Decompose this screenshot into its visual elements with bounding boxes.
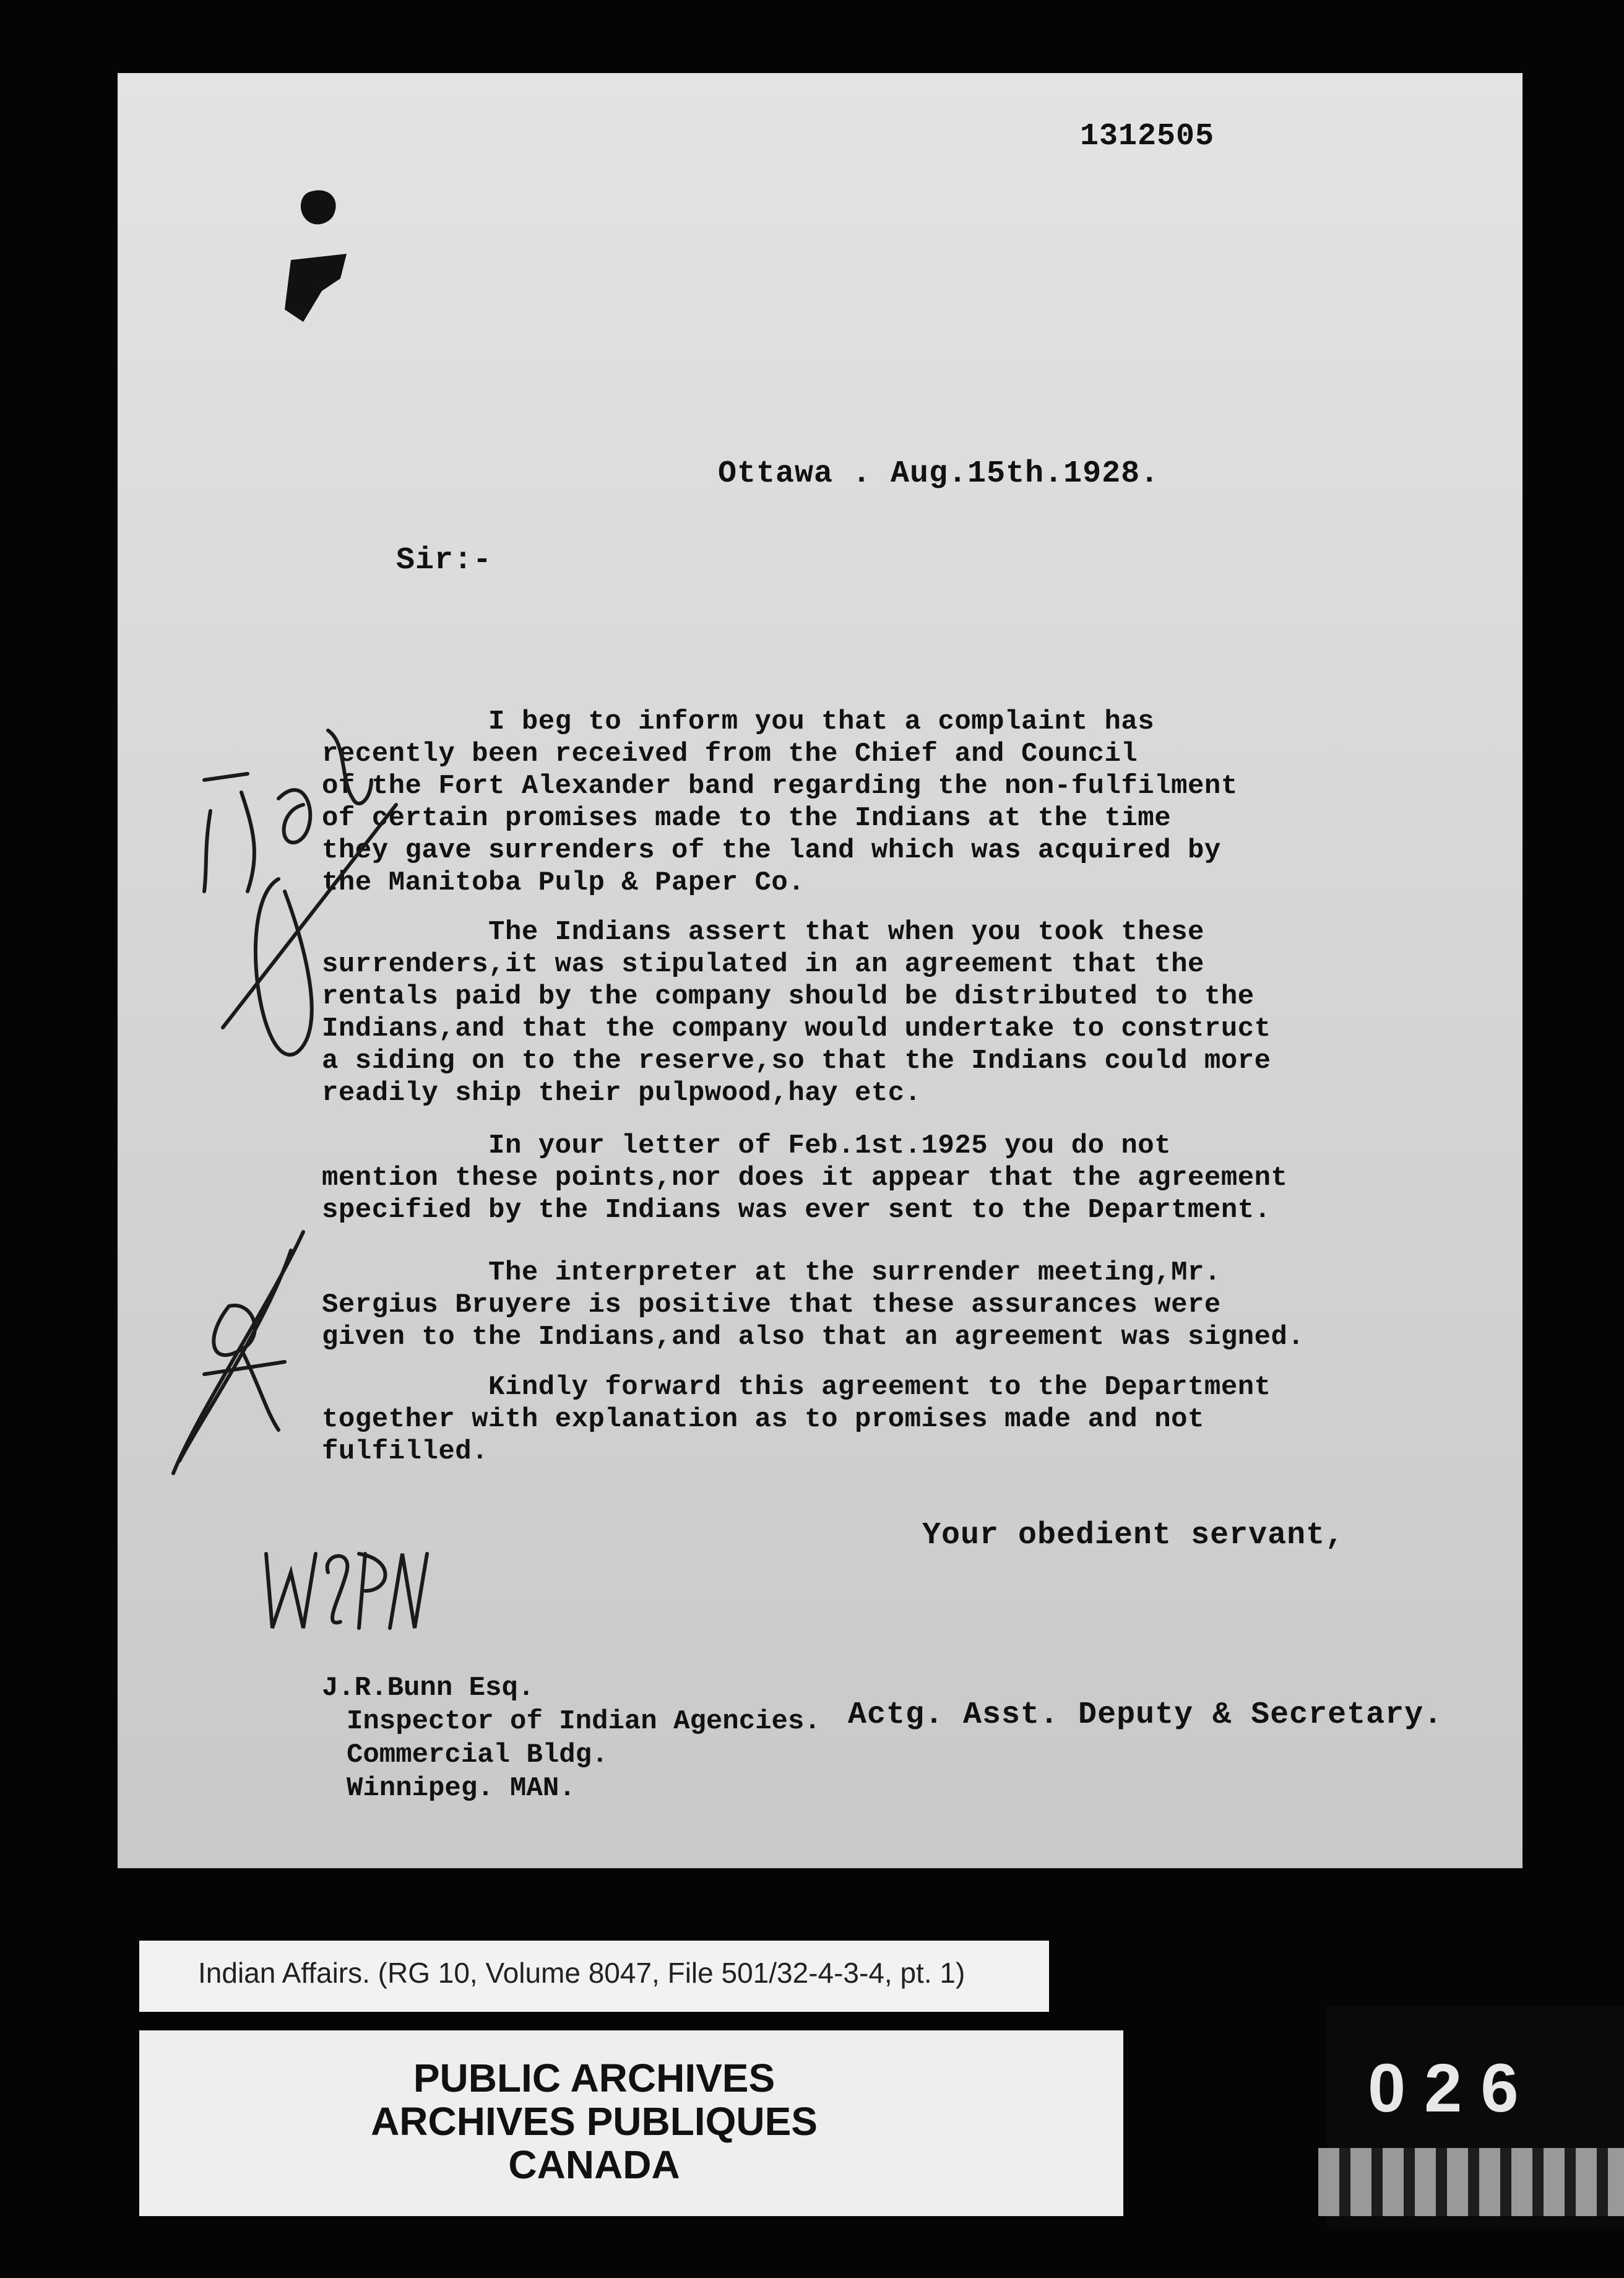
ink-blot xyxy=(272,186,371,347)
paragraph-line: of certain promises made to the Indians at the time xyxy=(322,803,1172,834)
paragraph-line: readily ship their pulpwood,hay etc. xyxy=(322,1078,922,1109)
archive-stamp-card xyxy=(139,2030,1123,2216)
paragraph-line: In your letter of Feb.1st.1925 you do not xyxy=(322,1130,1172,1161)
handwritten-initials-2 xyxy=(161,1226,322,1486)
paragraph-3 xyxy=(322,1130,1535,1226)
paragraph-5 xyxy=(322,1371,1535,1468)
paragraph-line: I beg to inform you that a complaint has xyxy=(322,706,1155,737)
paragraph-line: they gave surrenders of the land which was acquired by xyxy=(322,835,1221,866)
paragraph-line: mention these points,nor does it appear that the agreement xyxy=(322,1163,1288,1193)
closing: Your obedient servant, xyxy=(922,1518,1345,1553)
paragraph-line: surrenders,it was stipulated in an agreement that the xyxy=(322,949,1204,980)
address-line: Winnipeg. MAN. xyxy=(347,1773,576,1804)
address-line: Commercial Bldg. xyxy=(347,1739,608,1770)
paragraph-2 xyxy=(322,916,1535,1109)
paragraph-line: fulfilled. xyxy=(322,1436,489,1467)
paragraph-4 xyxy=(322,1257,1535,1353)
address-line: J.R.Bunn Esq. xyxy=(322,1673,535,1704)
paragraph-line: a siding on to the reserve,so that the Indians could more xyxy=(322,1046,1271,1076)
paragraph-line: rentals paid by the company should be distributed to the xyxy=(322,981,1255,1012)
archive-stamp-line: ARCHIVES PUBLIQUES xyxy=(371,2099,818,2144)
archive-reference: Indian Affairs. (RG 10, Volume 8047, File 501/32-4-3-4, pt. 1) xyxy=(198,1957,965,1989)
handwritten-initials-3 xyxy=(254,1517,439,1640)
paragraph-line: recently been received from the Chief and Council xyxy=(322,738,1138,769)
signature-title: Actg. Asst. Deputy & Secretary. xyxy=(848,1697,1443,1733)
paragraph-line: The Indians assert that when you took these xyxy=(322,917,1204,948)
paragraph-line: The interpreter at the surrender meeting,Mr. xyxy=(322,1257,1221,1288)
archive-stamp-line: CANADA xyxy=(508,2142,680,2187)
dateline: Ottawa . Aug.15th.1928. xyxy=(718,456,1160,492)
film-sprocket-strip xyxy=(1318,2148,1624,2216)
paragraph-1 xyxy=(322,706,1535,899)
paragraph-line: together with explanation as to promises made and not xyxy=(322,1404,1204,1435)
paragraph-line: Kindly forward this agreement to the Department xyxy=(322,1372,1271,1403)
paragraph-line: Sergius Bruyere is positive that these assurances were xyxy=(322,1289,1221,1320)
recipient-address xyxy=(235,1671,821,1805)
salutation: Sir:- xyxy=(396,543,493,578)
archive-stamp-line: PUBLIC ARCHIVES xyxy=(413,2056,775,2100)
paragraph-line: given to the Indians,and also that an agreement was signed. xyxy=(322,1322,1305,1353)
handwritten-initials-1 xyxy=(186,706,408,1089)
frame-number: 026 xyxy=(1368,2050,1537,2126)
paragraph-line: of the Fort Alexander band regarding the non-fulfilment xyxy=(322,771,1238,802)
document-number: 1312505 xyxy=(1080,119,1215,154)
address-line: Inspector of Indian Agencies. xyxy=(347,1706,821,1737)
paragraph-line: Indians,and that the company would undertake to construct xyxy=(322,1013,1271,1044)
paragraph-line: the Manitoba Pulp & Paper Co. xyxy=(322,867,805,898)
paragraph-line: specified by the Indians was ever sent to the Department. xyxy=(322,1195,1271,1226)
